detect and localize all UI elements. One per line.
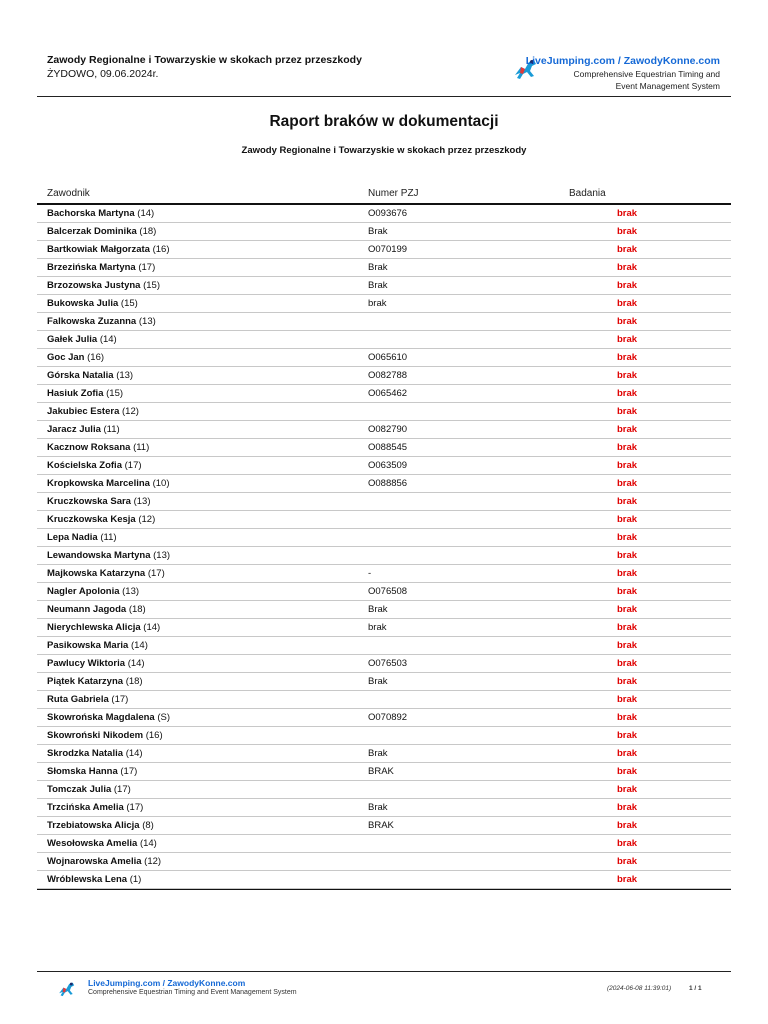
rider-cell xyxy=(47,748,143,759)
rider-age: (14) xyxy=(127,658,145,669)
rider-name: Brzozowska Justyna xyxy=(47,280,141,291)
badania-status: brak xyxy=(616,244,638,255)
rider-cell xyxy=(47,496,151,507)
rider-name: Nagler Apolonia xyxy=(47,586,120,597)
footer-tagline: Comprehensive Equestrian Timing and Event Management System xyxy=(88,989,297,996)
table-row xyxy=(37,439,731,457)
rider-cell xyxy=(47,442,149,453)
column-header-zawodnik: Zawodnik xyxy=(47,188,90,199)
badania-status: brak xyxy=(616,622,638,633)
badania-status: brak xyxy=(616,406,638,417)
pzj-number: Brak xyxy=(368,676,388,687)
rider-cell xyxy=(47,640,148,651)
rider-name: Gałek Julia xyxy=(47,334,98,345)
badania-status: brak xyxy=(616,874,638,885)
rider-age: (S) xyxy=(157,712,171,723)
badania-status: brak xyxy=(616,604,638,615)
rider-age: (14) xyxy=(130,640,148,651)
table-body xyxy=(37,205,731,889)
table-row xyxy=(37,673,731,691)
rider-cell xyxy=(47,586,139,597)
rider-name: Bachorska Martyna xyxy=(47,208,135,219)
pzj-number: BRAK xyxy=(368,820,394,831)
pzj-number: O065610 xyxy=(368,352,408,363)
pzj-number: - xyxy=(368,568,372,579)
pzj-number: Brak xyxy=(368,748,388,759)
table-row xyxy=(37,241,731,259)
badania-status: brak xyxy=(616,712,638,723)
footer-brand-link[interactable]: LiveJumping.com / ZawodyKonne.com xyxy=(88,978,246,988)
event-name: Zawody Regionalne i Towarzyskie w skokach przez przeszkody xyxy=(47,54,362,66)
table-row xyxy=(37,493,731,511)
pzj-number: O088545 xyxy=(368,442,408,453)
table-row xyxy=(37,835,731,853)
report-subtitle: Zawody Regionalne i Towarzyskie w skokach przez przeszkody xyxy=(241,145,527,156)
pzj-number: Brak xyxy=(368,802,388,813)
rider-cell xyxy=(47,532,117,543)
pzj-number: O088856 xyxy=(368,478,408,489)
rider-age: (17) xyxy=(111,694,129,705)
badania-status: brak xyxy=(616,676,638,687)
badania-status: brak xyxy=(616,802,638,813)
badania-status: brak xyxy=(616,262,638,273)
badania-status: brak xyxy=(616,514,638,525)
badania-status: brak xyxy=(616,640,638,651)
rider-age: (13) xyxy=(133,496,151,507)
pzj-number: Brak xyxy=(368,280,388,291)
brand-tagline: Comprehensive Equestrian Timing and xyxy=(573,69,720,79)
rider-name: Wróblewska Lena xyxy=(47,874,128,885)
rider-cell xyxy=(47,478,170,489)
table-bottom-rule xyxy=(37,889,731,890)
rider-name: Goc Jan xyxy=(47,352,85,363)
rider-name: Neumann Jagoda xyxy=(47,604,127,615)
rider-name: Tomczak Julia xyxy=(47,784,112,795)
rider-name: Kacznow Roksana xyxy=(47,442,131,453)
badania-status: brak xyxy=(616,298,638,309)
badania-status: brak xyxy=(616,352,638,363)
rider-name: Skrodzka Natalia xyxy=(47,748,124,759)
badania-status: brak xyxy=(616,730,638,741)
rider-age: (14) xyxy=(125,748,143,759)
badania-status: brak xyxy=(616,550,638,561)
rider-name: Falkowska Zuzanna xyxy=(47,316,137,327)
rider-age: (18) xyxy=(139,226,157,237)
brand-name-link[interactable]: LiveJumping.com / ZawodyKonne.com xyxy=(525,55,720,67)
page-number: 1 / 1 xyxy=(689,985,702,992)
rider-name: Jaracz Julia xyxy=(47,424,101,435)
rider-cell xyxy=(47,658,145,669)
horse-jumper-logo-icon xyxy=(57,979,77,999)
rider-cell xyxy=(47,784,131,795)
rider-name: Pawlucy Wiktoria xyxy=(47,658,126,669)
column-header-badania: Badania xyxy=(569,188,606,199)
rider-age: (16) xyxy=(145,730,163,741)
pzj-number: brak xyxy=(368,298,387,309)
rider-name: Bartkowiak Małgorzata xyxy=(47,244,150,255)
table-row xyxy=(37,691,731,709)
pzj-number: Brak xyxy=(368,262,388,273)
table-row xyxy=(37,295,731,313)
rider-age: (17) xyxy=(120,766,138,777)
badania-status: brak xyxy=(616,442,638,453)
rider-age: (17) xyxy=(138,262,156,273)
table-row xyxy=(37,367,731,385)
rider-cell xyxy=(47,730,163,741)
rider-cell xyxy=(47,424,120,435)
pzj-number: O076508 xyxy=(368,586,408,597)
table-row xyxy=(37,529,731,547)
rider-name: Skowroński Nikodem xyxy=(47,730,144,741)
rider-name: Górska Natalia xyxy=(47,370,114,381)
rider-cell xyxy=(47,820,154,831)
rider-cell xyxy=(47,388,123,399)
page-header xyxy=(37,52,731,97)
brand-tagline: Event Management System xyxy=(615,81,720,91)
rider-cell xyxy=(47,694,128,705)
rider-cell xyxy=(47,622,160,633)
rider-name: Jakubiec Estera xyxy=(47,406,120,417)
badania-status: brak xyxy=(616,388,638,399)
rider-name: Pasikowska Maria xyxy=(47,640,129,651)
table-row xyxy=(37,475,731,493)
rider-age: (13) xyxy=(138,316,156,327)
rider-age: (10) xyxy=(152,478,170,489)
pzj-number: O076503 xyxy=(368,658,408,669)
rider-cell xyxy=(47,208,154,219)
rider-cell xyxy=(47,370,133,381)
table-row xyxy=(37,619,731,637)
rider-age: (14) xyxy=(139,838,157,849)
rider-age: (18) xyxy=(128,604,146,615)
table-row xyxy=(37,871,731,889)
rider-cell xyxy=(47,856,161,867)
rider-name: Wojnarowska Amelia xyxy=(47,856,142,867)
rider-name: Skowrońska Magdalena xyxy=(47,712,155,723)
table-row xyxy=(37,277,731,295)
rider-cell xyxy=(47,514,155,525)
badania-status: brak xyxy=(616,478,638,489)
badania-status: brak xyxy=(616,496,638,507)
table-row xyxy=(37,853,731,871)
pzj-number: O082790 xyxy=(368,424,408,435)
rider-age: (16) xyxy=(152,244,170,255)
pzj-number: BRAK xyxy=(368,766,394,777)
table-header xyxy=(37,183,731,205)
rider-cell xyxy=(47,316,156,327)
badania-status: brak xyxy=(616,226,638,237)
event-place-date: ŻYDOWO, 09.06.2024r. xyxy=(47,68,159,80)
rider-name: Trzebiatowska Alicja xyxy=(47,820,140,831)
rider-cell xyxy=(47,838,157,849)
rider-age: (12) xyxy=(122,406,139,417)
pzj-number: O063509 xyxy=(368,460,408,471)
rider-age: (17) xyxy=(113,784,131,795)
table-row xyxy=(37,601,731,619)
rider-name: Lepa Nadia xyxy=(47,532,98,543)
rider-cell xyxy=(47,298,138,309)
badania-status: brak xyxy=(616,820,638,831)
report-title: Raport braków w dokumentacji xyxy=(269,113,499,130)
rider-age: (13) xyxy=(122,586,140,597)
table-row xyxy=(37,781,731,799)
table-row xyxy=(37,511,731,529)
rider-age: (13) xyxy=(153,550,171,561)
rider-name: Słomska Hanna xyxy=(47,766,118,777)
rider-age: (17) xyxy=(124,460,142,471)
rider-name: Nierychlewska Alicja xyxy=(47,622,141,633)
rider-age: (15) xyxy=(143,280,160,291)
table-row xyxy=(37,421,731,439)
badania-status: brak xyxy=(616,280,638,291)
rider-name: Kruczkowska Kesja xyxy=(47,514,136,525)
badania-status: brak xyxy=(616,586,638,597)
pzj-number: Brak xyxy=(368,604,388,615)
table-row xyxy=(37,331,731,349)
table-row xyxy=(37,583,731,601)
table-row xyxy=(37,637,731,655)
table-row xyxy=(37,313,731,331)
rider-age: (16) xyxy=(87,352,105,363)
pzj-number: O070199 xyxy=(368,244,408,255)
table-row xyxy=(37,385,731,403)
rider-cell xyxy=(47,550,170,561)
rider-cell xyxy=(47,460,142,471)
badania-status: brak xyxy=(616,838,638,849)
rider-age: (13) xyxy=(116,370,134,381)
rider-age: (11) xyxy=(133,442,150,453)
rider-cell xyxy=(47,406,139,417)
badania-status: brak xyxy=(616,694,638,705)
badania-status: brak xyxy=(616,568,638,579)
rider-cell xyxy=(47,352,104,363)
rider-age: (11) xyxy=(100,532,117,543)
pzj-number: brak xyxy=(368,622,387,633)
table-row xyxy=(37,223,731,241)
rider-age: (14) xyxy=(137,208,155,219)
rider-cell xyxy=(47,766,137,777)
table-row xyxy=(37,745,731,763)
rider-name: Majkowska Katarzyna xyxy=(47,568,146,579)
table-row xyxy=(37,655,731,673)
pzj-number: Brak xyxy=(368,226,388,237)
rider-age: (18) xyxy=(125,676,143,687)
print-timestamp: (2024-06-08 11:39:01) xyxy=(607,985,672,992)
rider-name: Kropkowska Marcelina xyxy=(47,478,150,489)
rider-name: Kruczkowska Sara xyxy=(47,496,131,507)
table-row xyxy=(37,763,731,781)
rider-cell xyxy=(47,712,170,723)
table-row xyxy=(37,259,731,277)
badania-status: brak xyxy=(616,784,638,795)
rider-name: Trzcińska Amelia xyxy=(47,802,124,813)
rider-age: (1) xyxy=(129,874,142,885)
badania-status: brak xyxy=(616,208,638,219)
table-row xyxy=(37,709,731,727)
table-row xyxy=(37,565,731,583)
rider-name: Bukowska Julia xyxy=(47,298,119,309)
rider-age: (14) xyxy=(143,622,161,633)
badania-status: brak xyxy=(616,424,638,435)
pzj-number: O065462 xyxy=(368,388,408,399)
rider-name: Hasiuk Zofia xyxy=(47,388,104,399)
rider-name: Ruta Gabriela xyxy=(47,694,109,705)
badania-status: brak xyxy=(616,532,638,543)
rider-name: Brzezińska Martyna xyxy=(47,262,136,273)
table-row xyxy=(37,205,731,223)
pzj-number: O070892 xyxy=(368,712,408,723)
table-row xyxy=(37,799,731,817)
rider-age: (8) xyxy=(142,820,154,831)
badania-status: brak xyxy=(616,334,638,345)
badania-status: brak xyxy=(616,370,638,381)
rider-age: (14) xyxy=(99,334,117,345)
rider-cell xyxy=(47,874,141,885)
rider-age: (17) xyxy=(147,568,165,579)
rider-cell xyxy=(47,568,165,579)
rider-age: (15) xyxy=(120,298,138,309)
rider-cell xyxy=(47,226,156,237)
badania-status: brak xyxy=(616,748,638,759)
column-header-numer-pzj: Numer PZJ xyxy=(368,188,419,199)
rider-age: (17) xyxy=(126,802,144,813)
rider-age: (15) xyxy=(106,388,124,399)
rider-cell xyxy=(47,604,146,615)
pzj-number: O082788 xyxy=(368,370,408,381)
missing-documents-table xyxy=(37,183,731,890)
table-row xyxy=(37,817,731,835)
badania-status: brak xyxy=(616,766,638,777)
rider-name: Wesołowska Amelia xyxy=(47,838,138,849)
rider-cell xyxy=(47,802,143,813)
rider-age: (11) xyxy=(103,424,120,435)
rider-name: Balcerzak Dominika xyxy=(47,226,137,237)
pzj-number: O093676 xyxy=(368,208,408,219)
table-row xyxy=(37,403,731,421)
rider-cell xyxy=(47,334,117,345)
rider-cell xyxy=(47,244,170,255)
table-row xyxy=(37,457,731,475)
badania-status: brak xyxy=(616,658,638,669)
table-row xyxy=(37,349,731,367)
rider-name: Kościelska Zofia xyxy=(47,460,122,471)
badania-status: brak xyxy=(616,460,638,471)
rider-cell xyxy=(47,262,155,273)
rider-name: Lewandowska Martyna xyxy=(47,550,151,561)
page-footer xyxy=(37,971,731,1012)
table-row xyxy=(37,727,731,745)
rider-cell xyxy=(47,676,143,687)
table-row xyxy=(37,547,731,565)
rider-age: (12) xyxy=(144,856,162,867)
rider-name: Piątek Katarzyna xyxy=(47,676,124,687)
badania-status: brak xyxy=(616,856,638,867)
rider-age: (12) xyxy=(138,514,156,525)
rider-cell xyxy=(47,280,160,291)
badania-status: brak xyxy=(616,316,638,327)
